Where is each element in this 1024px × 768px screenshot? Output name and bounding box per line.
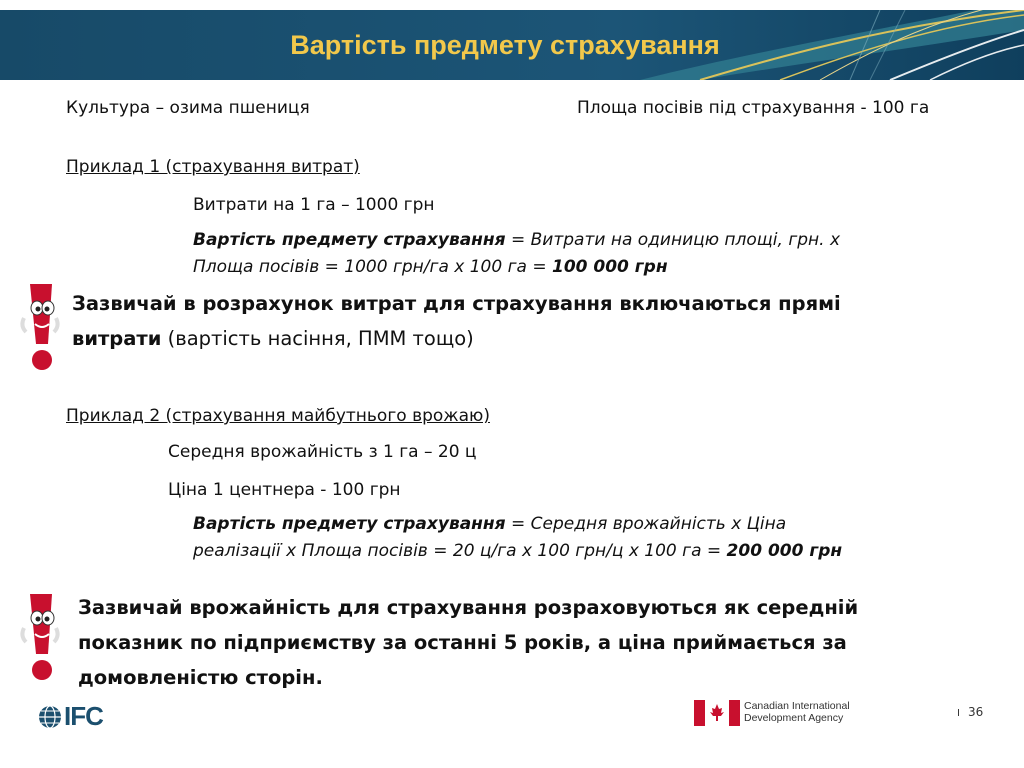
exclamation-character-icon [18,282,62,374]
area-text: Площа посівів під страхування - 100 га [577,98,930,118]
cida-line1: Canadian International [744,700,850,712]
example2-formula-body2: реалізації х Площа посівів = 20 ц/га х 100 грн/ц х 100 га = [193,541,727,561]
example1-formula-body1: = Витрати на одиницю площі, грн. х [505,230,841,250]
example2-formula-label: Вартість предмету страхування [193,514,506,534]
example1-formula-line2 [193,257,668,277]
example2-price: Ціна 1 центнера - 100 грн [168,480,401,500]
note1-line2-normal: (вартість насіння, ПММ тощо) [161,327,474,350]
note2-line1: Зазвичай врожайність для страхування розраховуються як середній [78,596,859,619]
example2-formula-line1 [193,514,786,534]
example2-heading: Приклад 2 (страхування майбутнього врожаю) [66,406,490,426]
cida-line2: Development Agency [744,712,844,724]
example1-formula-body2: Площа посівів = 1000 грн/га х 100 га = [193,257,552,277]
example2-yield: Середня врожайність з 1 га – 20 ц [168,442,477,462]
page-separator: I [957,708,960,719]
exclamation-character-icon [18,592,62,684]
example1-formula-result: 100 000 грн [551,257,668,277]
example2-formula-line2 [193,541,842,561]
canada-flag-icon [694,700,740,726]
example2-formula-result: 200 000 грн [726,541,843,561]
example1-heading: Приклад 1 (страхування витрат) [66,157,360,177]
example1-formula-label: Вартість предмету страхування [193,230,506,250]
ifc-logo-text: IFC [64,701,103,731]
cida-text [744,700,850,724]
note1-line2-bold: витрати [72,327,162,350]
note2-line2: показник по підприємству за останні 5 років, а ціна приймається за [78,631,847,654]
example2-formula-body1: = Середня врожайність х Ціна [505,514,787,534]
example1-formula-line1 [193,230,840,250]
page-title: Вартість предмету страхування [290,30,720,60]
note1-line1: Зазвичай в розрахунок витрат для страхування включаються прямі [72,292,841,315]
culture-text: Культура – озима пшениця [66,98,310,118]
page-number [957,705,983,719]
note2-line3: домовленістю сторін. [78,666,323,689]
note1-line2 [72,322,474,356]
example1-cost: Витрати на 1 га – 1000 грн [193,195,435,215]
page-number-value: 36 [967,705,984,719]
